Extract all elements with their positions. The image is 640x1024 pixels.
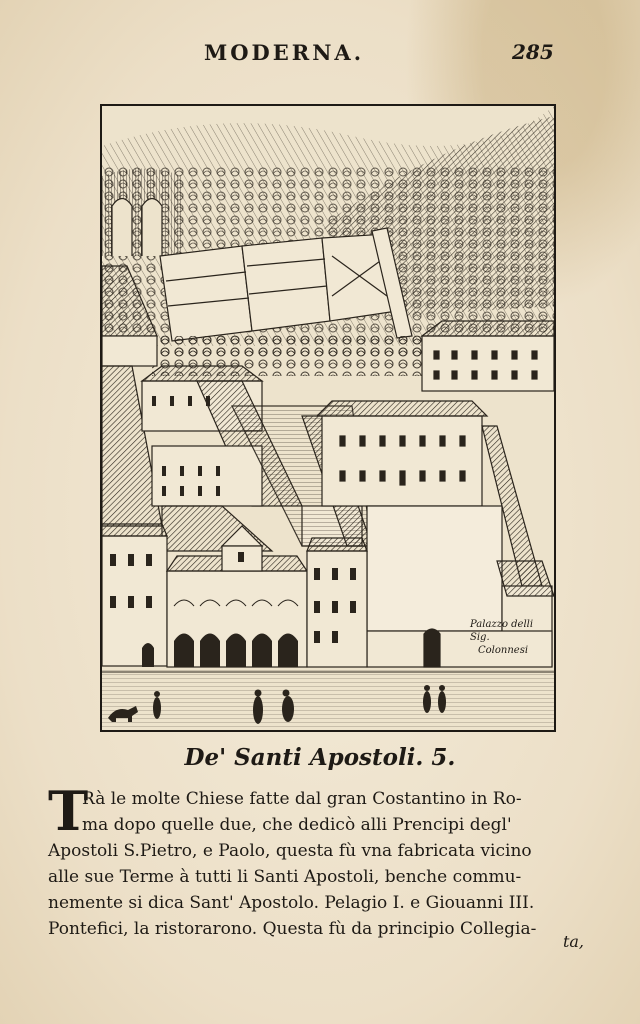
text-line: Pontefici, la ristorarono. Questa fù da principio Collegia- — [48, 919, 537, 939]
plate-caption: De' Santi Apostoli. 5. — [184, 744, 456, 771]
page-number: 285 — [512, 40, 554, 64]
engraving-inscription — [470, 618, 542, 657]
inscription-line-1: Palazzo delli Sig. — [470, 619, 534, 643]
catchword: ta, — [562, 932, 584, 951]
text-line: ma dopo quelle due, che dedicò alli Prencipi degl' — [82, 815, 512, 835]
text-line: Rà le molte Chiese fatte dal gran Costantino in Ro- — [82, 789, 522, 809]
text-line: alle sue Terme à tutti li Santi Apostoli, benche commu- — [48, 867, 522, 887]
engraving-illustration — [100, 104, 556, 732]
running-head: MODERNA. — [204, 40, 365, 65]
text-line: Apostoli S.Pietro, e Paolo, questa fù vna fabricata vicino — [48, 841, 532, 861]
text-line: nemente si dica Sant' Apostolo. Pelagio I. e Giouanni III. — [48, 893, 535, 913]
page-header — [0, 38, 640, 72]
drop-cap: T — [48, 779, 89, 843]
inscription-line-2: Colonnesi — [478, 645, 529, 656]
